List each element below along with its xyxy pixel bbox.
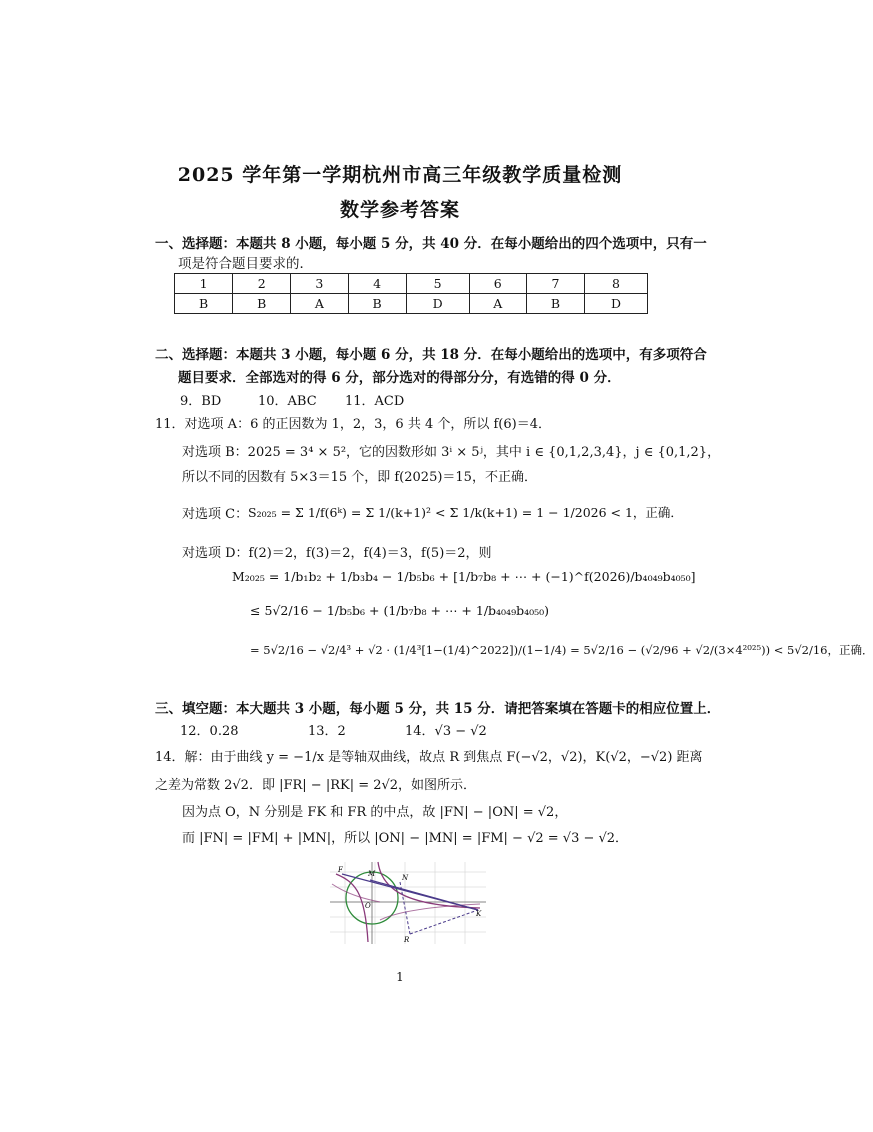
q11-option-c-expression: S₂₀₂₅ = Σ 1/f(6ᵏ) = Σ 1/(k+1)² < Σ 1/k(k+1) = 1 − 1/2026 < 1，正确． <box>248 505 683 520</box>
label-k: K <box>476 910 482 918</box>
answer-14: 14．√3 − √2 <box>405 724 487 739</box>
document-title: 2025 学年第一学期杭州市高三年级教学质量检测 <box>177 164 623 186</box>
table-cell: 8 <box>585 274 648 294</box>
table-cell: D <box>406 294 469 314</box>
answer-9: 9．BD <box>180 394 222 409</box>
document-subtitle: 数学参考答案 <box>339 199 460 221</box>
answer-table-number-row <box>175 274 648 294</box>
answer-table <box>174 273 648 314</box>
page-number: 1 <box>396 970 404 984</box>
q14-solution-line3: 因为点 O，N 分别是 FK 和 FR 的中点，故 |FN| − |ON| = √2， <box>182 805 568 820</box>
q11-option-d-line1: 对选项 D：f(2)＝2，f(3)＝2，f(4)＝3，f(5)＝2，则 <box>182 546 492 561</box>
table-cell: 1 <box>175 274 233 294</box>
label-o: O <box>365 902 371 910</box>
q11-option-d-equation3: = 5√2/16 − √2/4³ + √2 · (1/4³[1−(1/4)^2022])/(1−1/4) = 5√2/16 − (√2/96 + √2/(3×4²⁰²⁵)) < 5√2/16，正确． <box>250 643 873 657</box>
label-r: R <box>404 936 410 944</box>
answer-11: 11．ACD <box>345 394 405 409</box>
table-cell: B <box>233 294 291 314</box>
table-cell: 4 <box>348 274 406 294</box>
q11-option-d-equation2: ≤ 5√2/16 − 1/b₅b₆ + (1/b₇b₈ + ⋯ + 1/b₄₀₄₉b₄₀₅₀) <box>250 603 550 618</box>
answer-13: 13．2 <box>308 724 346 739</box>
section3-heading: 三、填空题：本大题共 3 小题，每小题 5 分，共 15 分．请把答案填在答题卡的相应位置上． <box>155 701 721 717</box>
label-m: M <box>368 870 376 878</box>
answer-12: 12．0.28 <box>180 724 239 739</box>
section1-heading-line1: 一、选择题：本题共 8 小题，每小题 5 分，共 40 分．在每小题给出的四个选项中，只有一 <box>155 236 707 252</box>
table-cell: 2 <box>233 274 291 294</box>
section1-heading-line2: 项是符合题目要求的． <box>178 256 313 272</box>
label-n: N <box>402 874 409 882</box>
hyperbola-curve <box>332 884 380 902</box>
label-f: F <box>338 866 343 874</box>
table-cell: 6 <box>469 274 526 294</box>
table-cell: B <box>348 294 406 314</box>
hyperbola-lower-right <box>378 862 480 908</box>
answer-table-answer-row <box>175 294 648 314</box>
q11-option-c-label: 对选项 C： <box>182 507 249 522</box>
table-cell: B <box>526 294 584 314</box>
q14-solution-line1: 14．解：由于曲线 y = −1/x 是等轴双曲线，故点 R 到焦点 F(−√2，√2)，K(√2，−√2) 距离 <box>155 750 703 765</box>
table-cell: A <box>469 294 526 314</box>
table-cell: A <box>291 294 348 314</box>
q11-option-a: 11．对选项 A：6 的正因数为 1，2，3，6 共 4 个，所以 f(6)＝4． <box>155 417 551 432</box>
table-cell: B <box>175 294 233 314</box>
hyperbola-figure <box>330 862 486 944</box>
section2-heading-line1: 二、选择题：本题共 3 小题，每小题 6 分，共 18 分．在每小题给出的选项中，有多项符合 <box>155 347 707 363</box>
table-cell: D <box>585 294 648 314</box>
table-cell: 3 <box>291 274 348 294</box>
q11-option-d-equation1: M₂₀₂₅ = 1/b₁b₂ + 1/b₃b₄ − 1/b₅b₆ + [1/b₇b₈ + ⋯ + (−1)^f(2026)/b₄₀₄₉b₄₀₅₀] <box>232 569 696 584</box>
table-cell: 7 <box>526 274 584 294</box>
answer-10: 10．ABC <box>258 394 317 409</box>
q14-solution-line2: 之差为常数 2√2．即 |FR| − |RK| = 2√2，如图所示． <box>155 778 477 793</box>
section2-heading-line2: 题目要求．全部选对的得 6 分，部分选对的得部分分，有选错的得 0 分． <box>178 370 621 386</box>
line-mr <box>370 880 478 910</box>
q14-solution-line4: 而 |FN| = |FM| + |MN|，所以 |ON| − |MN| = |FM| − √2 = √3 − √2． <box>182 831 629 846</box>
dashed-line <box>410 910 478 934</box>
q11-option-b-line1: 对选项 B：2025 = 3⁴ × 5²，它的因数形如 3ⁱ × 5ʲ，其中 i ∈ {0,1,2,3,4}，j ∈ {0,1,2}， <box>182 445 721 460</box>
q11-option-b-line2: 所以不同的因数有 5×3＝15 个，即 f(2025)＝15，不正确． <box>182 470 537 485</box>
table-cell: 5 <box>406 274 469 294</box>
